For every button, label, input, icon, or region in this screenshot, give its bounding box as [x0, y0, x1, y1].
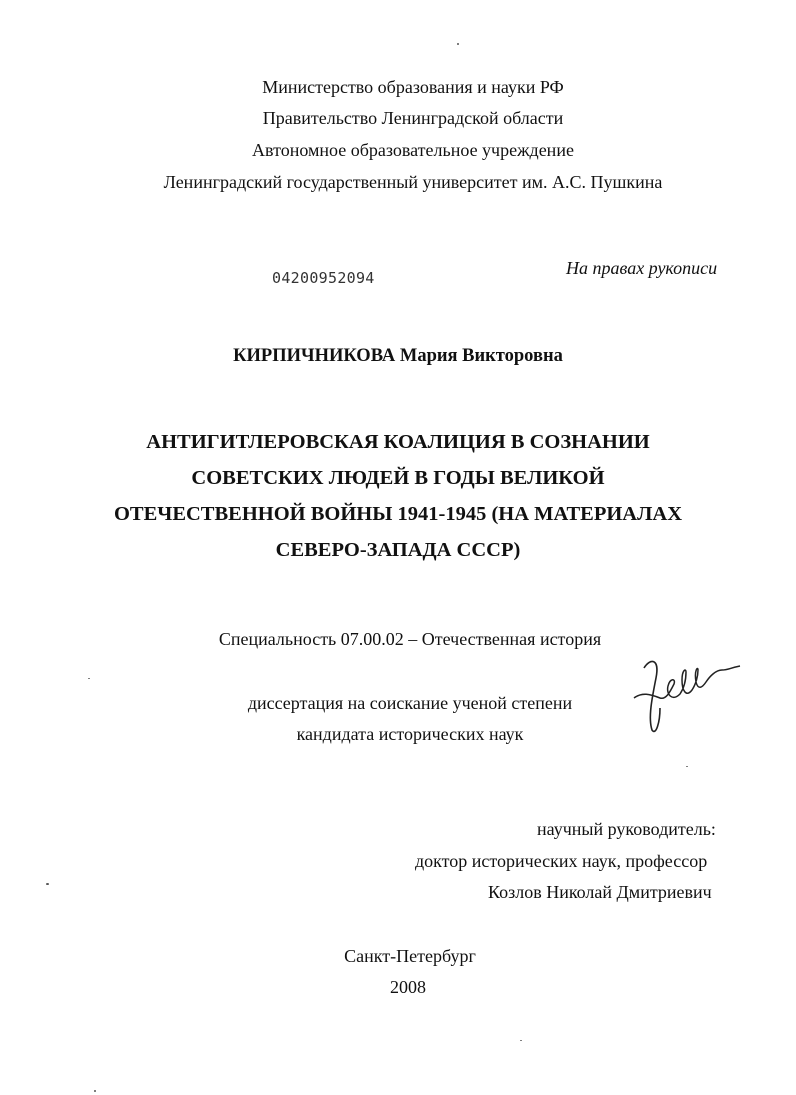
scan-speck — [88, 678, 90, 679]
title-line-3: ОТЕЧЕСТВЕННОЙ ВОЙНЫ 1941-1945 (НА МАТЕРИАЛАХ — [113, 503, 682, 525]
registration-number-stamp: 04200952094 — [272, 269, 375, 287]
scan-speck — [457, 43, 459, 45]
year: 2008 — [390, 977, 426, 997]
supervisor-label: научный руководитель: — [537, 819, 716, 839]
city: Санкт-Петербург — [344, 946, 476, 966]
institution-line: Автономное образовательное учреждение — [252, 140, 574, 160]
title-line-4: СЕВЕРО-ЗАПАДА СССР) — [275, 539, 521, 561]
manuscript-rights: На правах рукописи — [566, 258, 718, 278]
title-line-2: СОВЕТСКИХ ЛЮДЕЙ В ГОДЫ ВЕЛИКОЙ — [191, 467, 605, 489]
specialty: Специальность 07.00.02 – Отечественная история — [218, 629, 602, 649]
government-line: Правительство Ленинградской области — [262, 108, 564, 128]
ministry-line: Министерство образования и науки РФ — [262, 77, 564, 97]
author-name: КИРПИЧНИКОВА Мария Викторовна — [233, 346, 563, 366]
scan-speck — [94, 1090, 96, 1092]
signature-mark — [630, 648, 750, 738]
degree-line-2: кандидата исторических наук — [296, 724, 524, 744]
university-line: Ленинградский государственный университет им. А.С. Пушкина — [163, 172, 663, 192]
degree-line-1: диссертация на соискание ученой степени — [247, 693, 573, 713]
supervisor-rank: доктор исторических наук, профессор — [415, 851, 708, 871]
scan-speck — [520, 1040, 522, 1041]
scan-speck — [686, 766, 688, 767]
title-line-1: АНТИГИТЛЕРОВСКАЯ КОАЛИЦИЯ В СОЗНАНИИ — [146, 431, 650, 453]
scan-speck — [46, 883, 49, 885]
supervisor-name: Козлов Николай Дмитриевич — [488, 882, 712, 902]
